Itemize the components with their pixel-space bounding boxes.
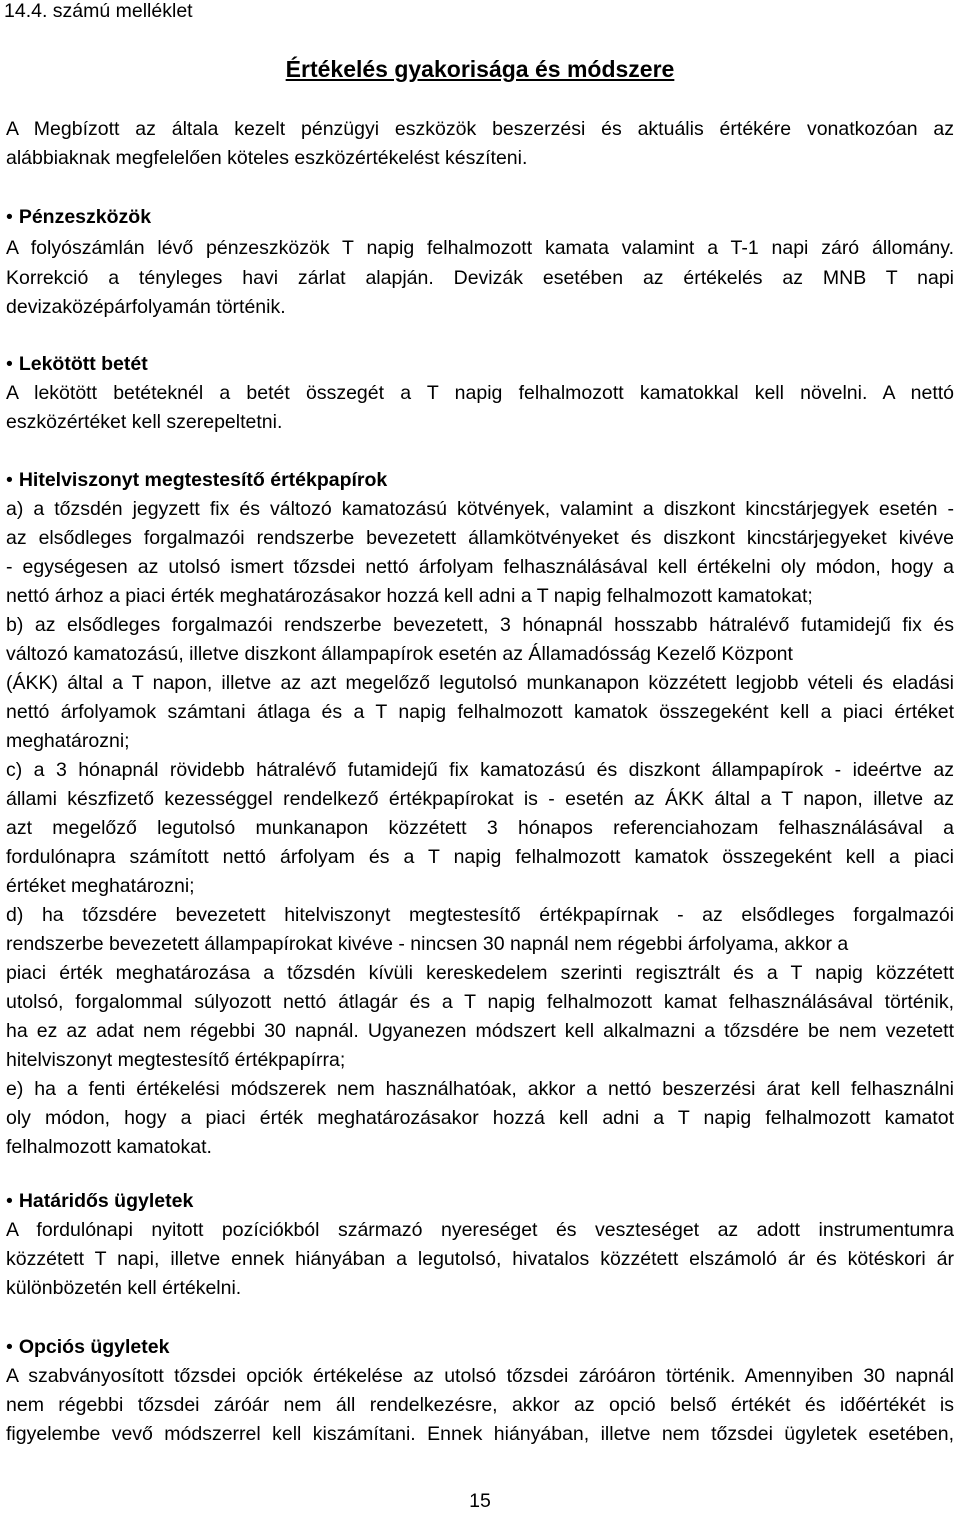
bullet-icon: • (6, 1190, 13, 1212)
text-line: az elsődleges forgalmazói rendszerbe bevezetett államkötvényeket és diszkont kincstárjegyeket kivéve (6, 527, 954, 549)
section-heading: • Határidős ügyletek (6, 1190, 194, 1212)
page-number: 15 (469, 1490, 491, 1512)
text-line: alábbiaknak megfelelően köteles eszközértékelést készíteni. (6, 147, 528, 169)
section-heading: • Opciós ügyletek (6, 1336, 170, 1358)
text-line: piaci érték meghatározása a tőzsdén kívüli kereskedelem szerinti regisztrált és a T napig közzétett (6, 962, 954, 984)
text-line: b) az elsődleges forgalmazói rendszerbe bevezetett, 3 hónapnál hosszabb hátralévő futamidejű fix és (6, 614, 954, 636)
page-title: Értékelés gyakorisága és módszere (285, 56, 675, 82)
text-line: devizaközépárfolyamán történik. (6, 296, 286, 318)
text-line: A Megbízott az általa kezelt pénzügyi eszközök beszerzési és aktuális értékére vonatkozóan az (6, 118, 954, 140)
bullet-icon: • (6, 469, 13, 491)
text-line: meghatározni; (6, 730, 130, 752)
text-line: rendszerbe bevezetett állampapírokat kivéve - nincsen 30 napnál nem régebbi árfolyama, akkor a (6, 933, 849, 955)
annex-label: 14.4. számú melléklet (4, 0, 193, 22)
text-line: ha ez az adat nem régebbi 30 napnál. Ugyanezen módszert kell alkalmazni a tőzsdére be nem vezetett (6, 1020, 954, 1042)
text-line: értéket meghatározni; (6, 875, 195, 897)
bullet-icon: • (6, 1336, 13, 1358)
text-line: A folyószámlán lévő pénzeszközök T napig felhalmozott kamata valamint a T-1 napi záró állomány. (6, 237, 954, 259)
text-line: felhalmozott kamatokat. (6, 1136, 212, 1158)
text-line: - egységesen az utolsó ismert tőzsdei nettó árfolyam felhasználásával kell értékelni oly módon, hogy a (6, 556, 954, 578)
section-heading: • Pénzeszközök (6, 206, 152, 228)
text-line: nem régebbi tőzsdei záróár nem áll rendelkezésre, akkor az opció belső értékét és időértékét is (6, 1394, 954, 1416)
text-line: közzétett T napi, illetve ennek hiányában a legutolsó, hivatalos közzétett elszámoló ár és kötéskori ár (6, 1248, 954, 1270)
text-line: A szabványosított tőzsdei opciók értékelése az utolsó tőzsdei záróáron történik. Amennyiben 30 napnál (6, 1365, 954, 1387)
text-line: A fordulónapi nyitott pozíciókból származó nyereséget és veszteséget az adott instrumentumra (6, 1219, 954, 1241)
text-line: a) a tőzsdén jegyzett fix és változó kamatozású kötvények, valamint a diszkont kincstárjegyek esetén - (6, 498, 954, 520)
text-line: nettó árfolyamok számtani átlaga és a T napig felhalmozott kamatok összegeként kell a piaci értéket (6, 701, 954, 723)
text-line: hitelviszonyt megtestesítő értékpapírra; (6, 1049, 346, 1071)
text-line: oly módon, hogy a piaci érték meghatározásakor hozzá kell adni a T napig felhalmozott kamatot (6, 1107, 954, 1129)
bullet-icon: • (6, 353, 13, 375)
text-line: A lekötött betéteknél a betét összegét a T napig felhalmozott kamatokkal kell növelni. A nettó (6, 382, 954, 404)
text-line: c) a 3 hónapnál rövidebb hátralévő futamidejű fix kamatozású és diszkont állampapírok - ideértve az (6, 759, 954, 781)
text-line: azt megelőző legutolsó munkanapon közzétett 3 hónapos referenciahozam felhasználásával a (6, 817, 954, 839)
text-line: nettó árhoz a piaci érték meghatározásakor hozzá kell adni a T napig felhalmozott kamatokat; (6, 585, 813, 607)
section-heading: • Lekötött betét (6, 353, 148, 375)
text-line: utolsó, forgalommal súlyozott nettó átlagár és a T napig felhalmozott kamat felhasználásával történik, (6, 991, 954, 1013)
text-line: e) ha a fenti értékelési módszerek nem használhatóak, akkor a nettó beszerzési árat kell felhasználni (6, 1078, 954, 1100)
text-line: figyelembe vevő módszerrel kell kiszámítani. Ennek hiányában, illetve nem tőzsdei ügyletek esetében, (6, 1423, 954, 1445)
text-line: fordulónapra számított nettó árfolyam és a T napig felhalmozott kamatok összegeként kell a piaci (6, 846, 954, 868)
text-line: eszközértéket kell szerepeltetni. (6, 411, 283, 433)
text-line: d) ha tőzsdére bevezetett hitelviszonyt megtestesítő értékpapírnak - az elsődleges forgalmazói (6, 904, 954, 926)
text-line: különbözetén kell értékelni. (6, 1277, 242, 1299)
bullet-icon: • (6, 206, 13, 228)
text-line: Korrekció a tényleges havi zárlat alapján. Devizák esetében az értékelés az MNB T napi (6, 267, 954, 289)
text-line: (ÁKK) által a T napon, illetve az azt megelőző legutolsó munkanapon közzétett legjobb vételi és eladási (6, 672, 954, 694)
text-line: állami készfizető kezességgel rendelkező értékpapírokat is - esetén az ÁKK által a T napon, illetve az (6, 788, 954, 810)
text-line: változó kamatozású, illetve diszkont állampapírok esetén az Államadósság Kezelő Központ (6, 643, 793, 665)
section-heading: • Hitelviszonyt megtestesítő értékpapírok (6, 469, 388, 491)
